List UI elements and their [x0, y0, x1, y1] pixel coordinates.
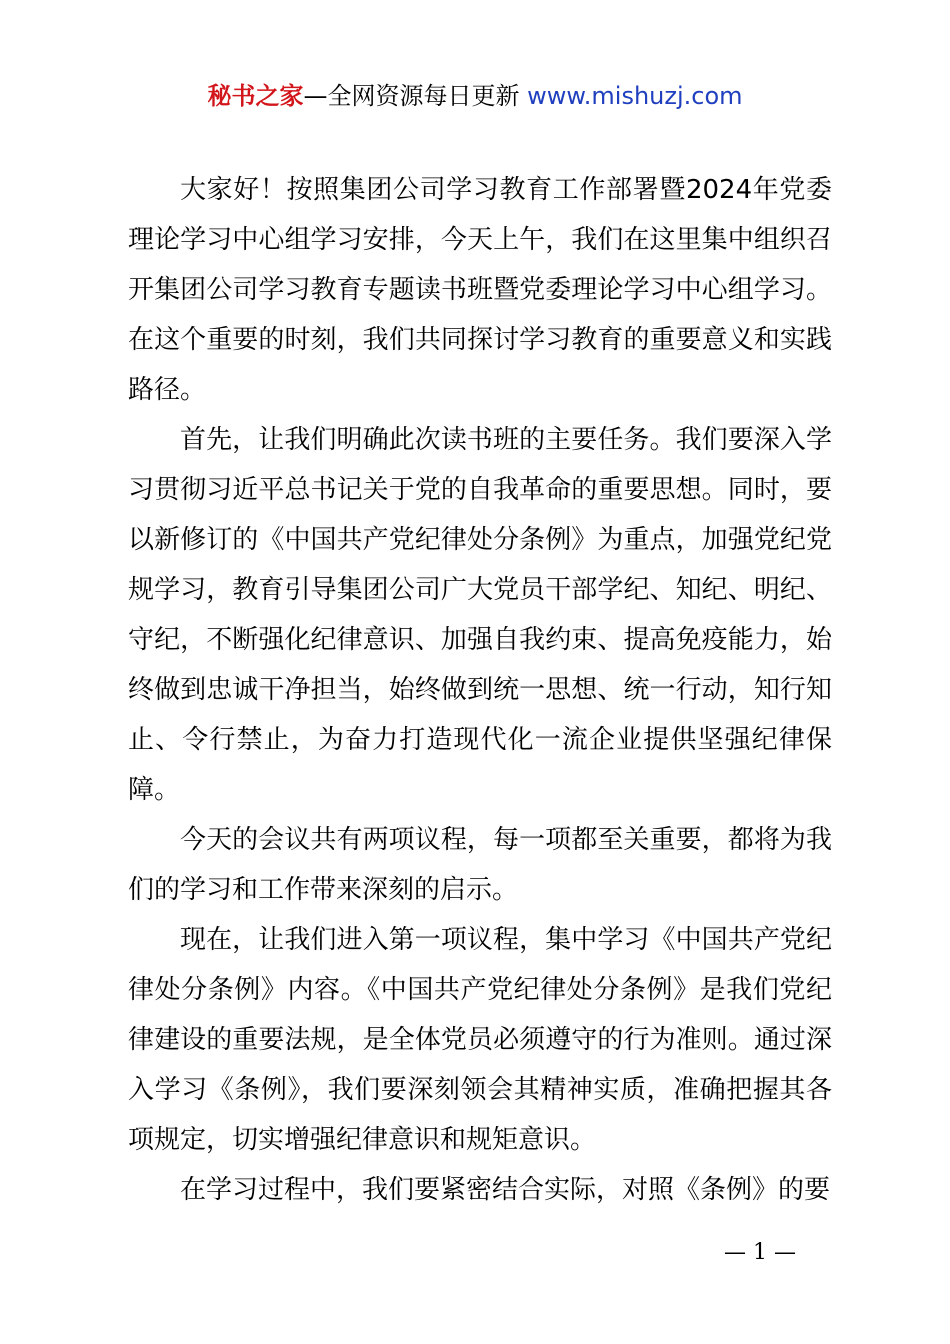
site-url-link[interactable]: www.mishuzj.com	[527, 82, 743, 110]
paragraph-3: 今天的会议共有两项议程，每一项都至关重要，都将为我们的学习和工作带来深刻的启示。	[128, 825, 832, 905]
page-number: — 1 —	[724, 1240, 796, 1265]
site-header	[0, 80, 950, 112]
site-tagline: —全网资源每日更新	[303, 82, 520, 110]
document-body	[128, 165, 832, 1215]
paragraph-1: 大家好！按照集团公司学习教育工作部署暨2024年党委理论学习中心组学习安排，今天上午，我们在这里集中组织召开集团公司学习教育专题读书班暨党委理论学习中心组学习。在这个重要的时刻，我们共同探讨学习教育的重要意义和实践路径。	[128, 175, 832, 405]
paragraph-2: 首先，让我们明确此次读书班的主要任务。我们要深入学习贯彻习近平总书记关于党的自我革命的重要思想。同时，要以新修订的《中国共产党纪律处分条例》为重点，加强党纪党规学习，教育引导集团公司广大党员干部学纪、知纪、明纪、守纪，不断强化纪律意识、加强自我约束、提高免疫能力，始终做到忠诚干净担当，始终做到统一思想、统一行动，知行知止、令行禁止，为奋力打造现代化一流企业提供坚强纪律保障。	[128, 425, 832, 805]
paragraph-5: 在学习过程中，我们要紧密结合实际，对照《条例》的要	[180, 1175, 831, 1205]
paragraph-4: 现在，让我们进入第一项议程，集中学习《中国共产党纪律处分条例》内容。《中国共产党纪律处分条例》是我们党纪律建设的重要法规，是全体党员必须遵守的行为准则。通过深入学习《条例》，我们要深刻领会其精神实质，准确把握其各项规定，切实增强纪律意识和规矩意识。	[128, 925, 832, 1155]
site-brand: 秘书之家	[207, 82, 304, 110]
